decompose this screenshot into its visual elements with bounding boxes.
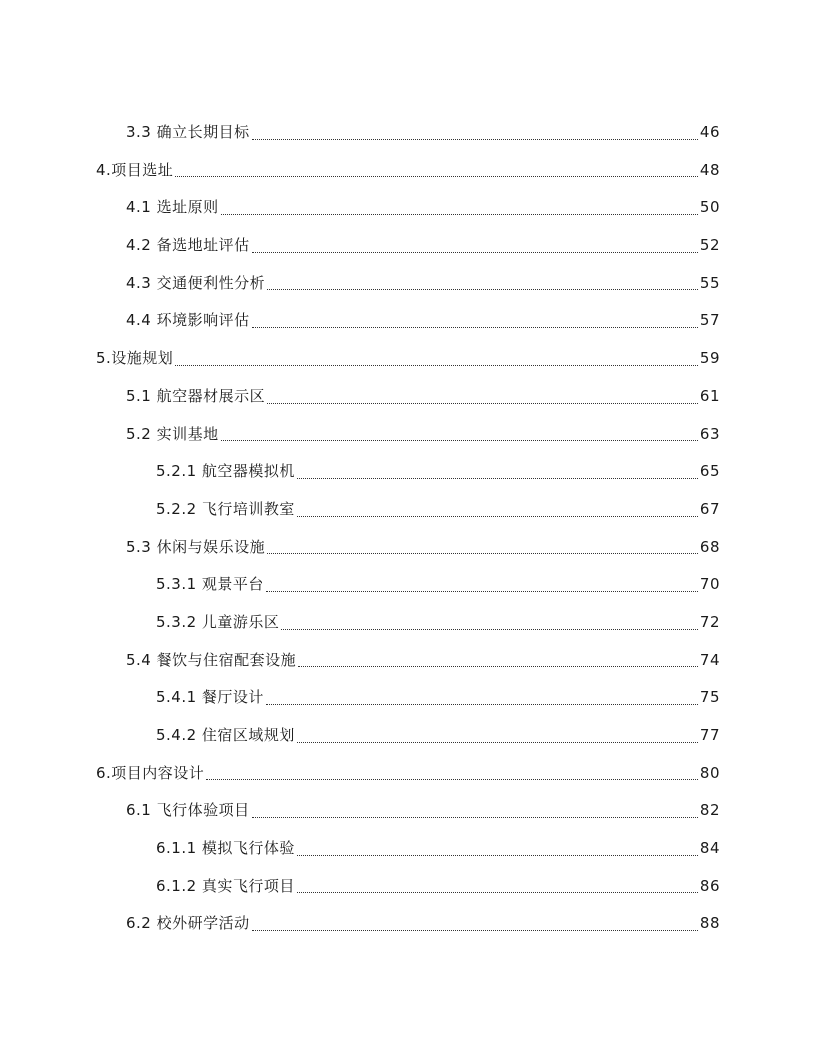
dot-leader: [267, 265, 698, 303]
dot-leader: [267, 529, 698, 567]
toc-entry-title: 4.3 交通便利性分析: [126, 273, 266, 292]
toc-entry[interactable]: [0, 905, 816, 943]
dot-leader: [252, 114, 698, 152]
toc-entry[interactable]: [0, 152, 816, 190]
toc-entry[interactable]: [0, 604, 816, 642]
toc-entry-title: 4.1 选址原则: [126, 198, 219, 217]
toc-entry[interactable]: [0, 378, 816, 416]
toc-entry-page: 88: [699, 914, 720, 933]
dot-leader: [221, 189, 698, 227]
dot-leader: [252, 227, 698, 265]
toc-entry[interactable]: [0, 529, 816, 567]
toc-entry-page: 50: [699, 198, 720, 217]
toc-entry-page: 48: [699, 160, 720, 179]
dot-leader: [252, 302, 698, 340]
toc-entry-page: 80: [699, 763, 720, 782]
toc-entry-title: 5.3.2 儿童游乐区: [156, 612, 280, 631]
toc-entry[interactable]: [0, 642, 816, 680]
toc-entry[interactable]: [0, 868, 816, 906]
toc-entry[interactable]: [0, 792, 816, 830]
toc-entry-page: 67: [699, 499, 720, 518]
toc-entry[interactable]: [0, 340, 816, 378]
toc-entry-page: 82: [699, 801, 720, 820]
toc-entry-title: 6.1 飞行体验项目: [126, 801, 250, 820]
dot-leader: [175, 152, 698, 190]
toc-entry[interactable]: [0, 227, 816, 265]
toc-entry-page: 63: [699, 424, 720, 443]
toc-entry-title: 4.项目选址: [96, 160, 174, 179]
dot-leader: [297, 868, 698, 906]
toc-entry-page: 61: [699, 386, 720, 405]
dot-leader: [266, 679, 698, 717]
toc-entry-title: 3.3 确立长期目标: [126, 123, 250, 141]
toc-entry[interactable]: [0, 189, 816, 227]
toc-entry-page: 55: [699, 273, 720, 292]
dot-leader: [297, 491, 698, 529]
toc-entry-page: 84: [699, 839, 720, 858]
toc-entry-title: 4.2 备选地址评估: [126, 236, 250, 255]
dot-leader: [297, 717, 698, 755]
toc-entry-title: 5.3.1 观景平台: [156, 575, 264, 594]
dot-leader: [175, 340, 698, 378]
toc-entry-title: 4.4 环境影响评估: [126, 311, 250, 330]
toc-entry-title: 6.1.1 模拟飞行体验: [156, 839, 295, 858]
toc-entry-page: 57: [699, 311, 720, 330]
dot-leader: [267, 378, 698, 416]
toc-entry-title: 5.4 餐饮与住宿配套设施: [126, 650, 297, 669]
toc-entry-page: 59: [699, 349, 720, 368]
dot-leader: [206, 755, 698, 793]
dot-leader: [281, 604, 697, 642]
toc-entry-title: 5.4.2 住宿区域规划: [156, 726, 295, 744]
toc-entry-page: 70: [699, 575, 720, 594]
toc-entry-title: 5.2.2 飞行培训教室: [156, 499, 295, 518]
toc-entry-page: 75: [699, 688, 720, 707]
toc-entry-page: 52: [699, 236, 720, 255]
toc-entry[interactable]: [0, 416, 816, 454]
toc-entry-title: 5.2.1 航空器模拟机: [156, 462, 295, 481]
dot-leader: [297, 830, 698, 868]
toc-entry-page: 68: [699, 537, 720, 556]
dot-leader: [221, 416, 698, 454]
toc-entry-page: 86: [699, 876, 720, 895]
toc-entry[interactable]: [0, 679, 816, 717]
toc-entry-title: 5.1 航空器材展示区: [126, 386, 266, 405]
toc-entry[interactable]: [0, 717, 816, 755]
toc-entry-page: 65: [699, 462, 720, 481]
toc-entry[interactable]: [0, 491, 816, 529]
toc-entry[interactable]: [0, 265, 816, 303]
dot-leader: [298, 642, 698, 680]
dot-leader: [297, 453, 698, 491]
toc-entry-page: 74: [699, 650, 720, 669]
toc-entry-title: 6.1.2 真实飞行项目: [156, 876, 295, 895]
table-of-contents: [0, 114, 816, 943]
dot-leader: [266, 566, 698, 604]
toc-entry-title: 6.项目内容设计: [96, 763, 205, 782]
toc-entry[interactable]: [0, 830, 816, 868]
toc-entry[interactable]: [0, 302, 816, 340]
dot-leader: [252, 905, 698, 943]
toc-entry[interactable]: [0, 755, 816, 793]
toc-entry-title: 6.2 校外研学活动: [126, 914, 250, 933]
toc-entry[interactable]: [0, 453, 816, 491]
toc-entry-page: 46: [699, 123, 720, 141]
toc-entry-title: 5.4.1 餐厅设计: [156, 688, 264, 707]
toc-entry[interactable]: [0, 114, 816, 152]
toc-entry[interactable]: [0, 566, 816, 604]
toc-entry-title: 5.2 实训基地: [126, 424, 219, 443]
toc-entry-title: 5.3 休闲与娱乐设施: [126, 537, 266, 556]
dot-leader: [252, 792, 698, 830]
toc-entry-page: 72: [699, 612, 720, 631]
toc-entry-page: 77: [699, 726, 720, 744]
toc-entry-title: 5.设施规划: [96, 349, 174, 368]
